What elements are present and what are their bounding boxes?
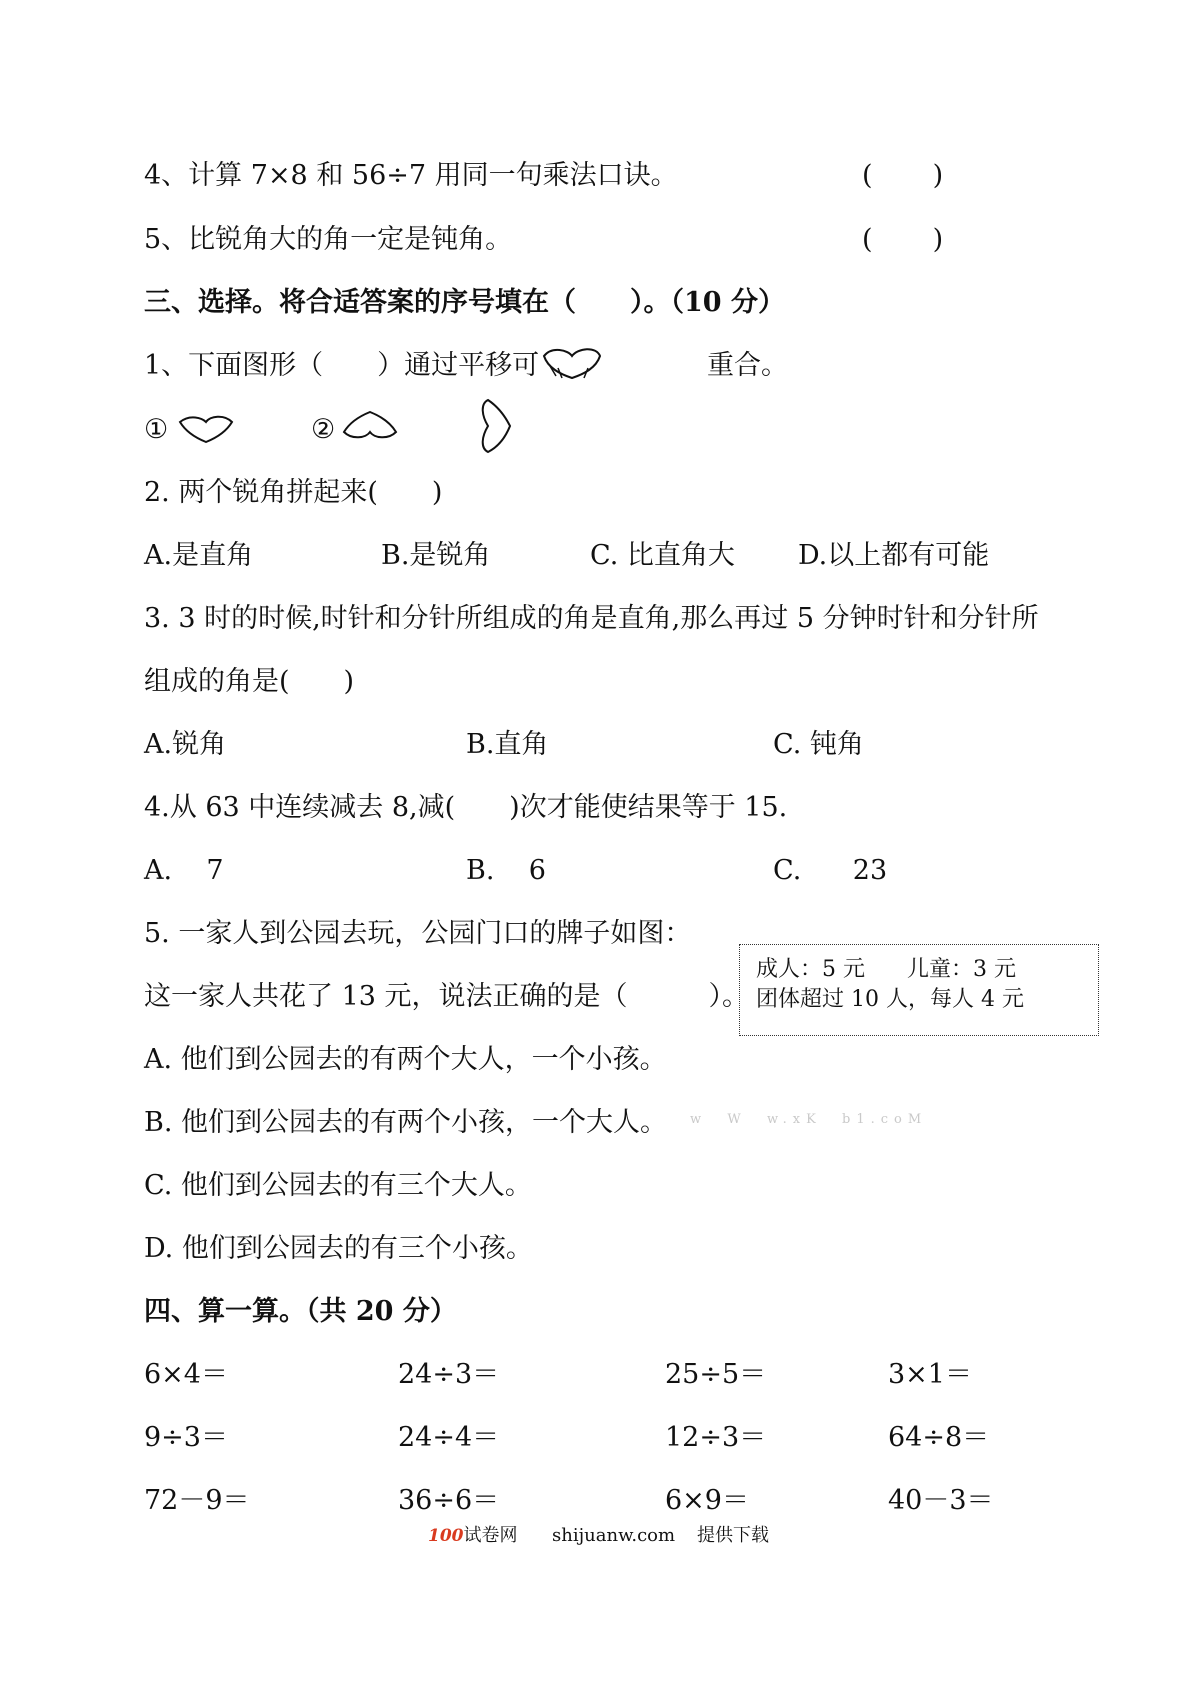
q3-option-c: C. 钝角: [773, 729, 864, 760]
choice-question-2: 2. 两个锐角拼起来( ): [144, 477, 443, 508]
target-shape-icon: [540, 346, 604, 382]
q5-option-b: B. 他们到公园去的有两个小孩，一个大人。: [144, 1107, 668, 1138]
heart-up-shape-icon: [340, 410, 400, 440]
heart-side-shape-icon: [478, 396, 514, 456]
choice-question-1-tail: 重合。: [707, 350, 788, 381]
footer-url[interactable]: shijuanw.com: [552, 1525, 676, 1546]
choice-question-3-line-1: 3. 3 时的时候,时针和分针所组成的角是直角,那么再过 5 分钟时针和分针所: [144, 603, 1039, 634]
q4-option-b: B. 6: [466, 855, 546, 886]
calc-item: 12÷3＝: [665, 1422, 767, 1453]
footer-note: 提供下载: [697, 1525, 769, 1546]
sign-line-2: 团体超过 10 人，每人 4 元: [756, 987, 1024, 1012]
calc-item: 72－9＝: [144, 1485, 250, 1516]
q2-option-b: B.是锐角: [381, 540, 491, 571]
logo-100: 100: [428, 1526, 464, 1546]
choice-question-5-line-2: 这一家人共花了 13 元，说法正确的是（ ）。: [144, 981, 750, 1012]
choice-question-1-text: 1、下面图形（ ）通过平移可: [144, 350, 540, 381]
q5-option-c: C. 他们到公园去的有三个大人。: [144, 1170, 532, 1201]
sign-line-1: 成人：5 元 儿童：3 元: [756, 957, 1016, 982]
q4-option-c: C. 23: [773, 855, 888, 886]
calc-item: 3×1＝: [888, 1359, 972, 1390]
calc-item: 9÷3＝: [144, 1422, 228, 1453]
calc-item: 64÷8＝: [888, 1422, 990, 1453]
calc-item: 25÷5＝: [665, 1359, 767, 1390]
q5-option-d: D. 他们到公园去的有三个小孩。: [144, 1233, 533, 1264]
heart-down-shape-icon: [176, 414, 236, 444]
judge-answer-paren-4: ( ): [862, 160, 944, 191]
judge-question-4: 4、计算 7×8 和 56÷7 用同一句乘法口诀。: [144, 160, 678, 191]
q4-option-a: A. 7: [144, 855, 224, 886]
footer-logo: [428, 1524, 518, 1548]
q2-option-c: C. 比直角大: [590, 540, 735, 571]
calc-item: 36÷6＝: [398, 1485, 500, 1516]
choice-question-1: [144, 348, 539, 384]
footer-site-name: 试卷网: [463, 1525, 518, 1546]
q2-option-d: D.以上都有可能: [798, 540, 990, 571]
park-price-sign: [739, 944, 1099, 1036]
choice-question-3-line-2: 组成的角是( ): [144, 666, 355, 697]
choice-question-5-line-1: 5. 一家人到公园去玩，公园门口的牌子如图：: [144, 918, 692, 949]
q5-option-a: A. 他们到公园去的有两个大人，一个小孩。: [144, 1044, 667, 1075]
judge-answer-paren-5: ( ): [862, 224, 944, 255]
section-3-heading: 三、选择。将合适答案的序号填在（ ）。（10 分）: [144, 287, 785, 318]
option-2-label: ②: [311, 414, 336, 445]
judge-question-5: 5、比锐角大的角一定是钝角。: [144, 224, 513, 255]
calc-item: 6×4＝: [144, 1359, 228, 1390]
section-4-heading: 四、算一算。（共 20 分）: [144, 1296, 457, 1327]
choice-question-4: 4.从 63 中连续减去 8,减( )次才能使结果等于 15.: [144, 792, 788, 823]
q2-option-a: A.是直角: [144, 540, 254, 571]
q3-option-a: A.锐角: [144, 729, 227, 760]
calc-item: 40－3＝: [888, 1485, 994, 1516]
calc-item: 24÷4＝: [398, 1422, 500, 1453]
q3-option-b: B.直角: [466, 729, 549, 760]
option-1-label: ①: [144, 414, 169, 445]
calc-item: 24÷3＝: [398, 1359, 500, 1390]
calc-item: 6×9＝: [665, 1485, 749, 1516]
watermark: w W w.xK b1.coM: [690, 1112, 928, 1127]
